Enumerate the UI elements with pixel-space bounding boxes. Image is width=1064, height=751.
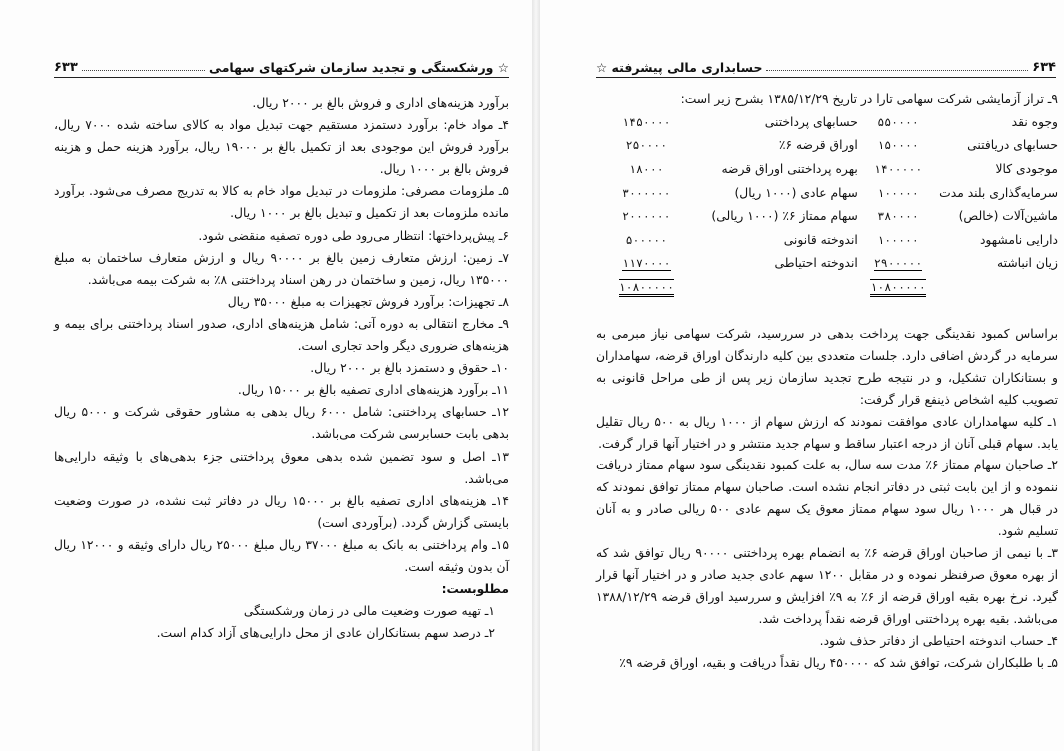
trial-balance-table	[596, 110, 1058, 299]
table-row	[596, 204, 1058, 228]
paragraph: ۷ـ زمین: ارزش متعارف زمین بالغ بر ۹۰۰۰۰ ریال و ارزش متعارف ساختمان به مبلغ ۱۳۵۰۰۰ ریال، زمین و ساختمان در رهن اسناد پرداختنی ۸٪ به شرکت بیمه می‌باشد.	[54, 250, 509, 287]
debit-value: ۲۹۰۰۰۰۰	[873, 256, 923, 271]
page-634	[540, 0, 1064, 751]
requirements-title: مطلوبست:	[441, 582, 509, 597]
book-title: حسابداری مالی پیشرفته ☆	[596, 60, 763, 75]
page-header	[596, 60, 1056, 78]
paragraph: ۱۴ـ هزینه‌های اداری تصفیه بالغ بر ۱۵۰۰۰ ریال در دفاتر ثبت نشده، در صورت وضعیت بایستی گزارش گردد. (برآوردی است)	[54, 493, 509, 530]
paragraph: ۴ـ حساب اندوخته احتیاطی از دفاتر حذف شود.	[819, 633, 1058, 648]
debit-label: وجوه نقد	[1011, 114, 1058, 129]
paragraph: ۴ـ مواد خام: برآورد دستمزد مستقیم جهت تبدیل مواد به کالای ساخته شده ۷۰۰۰ ریال، برآورد فروش این موجودی بعد از تکمیل بالغ بر ۱۹۰۰۰ ریال، برآورد هزینه حمل و هزینه فروش بالغ بر ۱۰۰۰ ریال.	[54, 118, 509, 177]
credit-label: سهام عادی (۱۰۰۰ ریال)	[734, 185, 858, 200]
debit-value: ۵۵۰۰۰۰	[877, 114, 919, 129]
credit-total: ۱۰۸۰۰۰۰۰	[619, 279, 674, 297]
page-number: ۶۳۴	[1032, 60, 1056, 75]
paragraph: ۹ـ مخارج انتقالی به دوره آتی: شامل هزینه‌های اداری، صدور اسناد پرداختنی برای بیمه و هزینه‌های ضروری دیگر واحد تجاری است.	[54, 316, 509, 354]
totals-row	[596, 275, 1058, 299]
credit-value: ۱۱۷۰۰۰۰	[622, 256, 671, 271]
table-row	[596, 110, 1058, 134]
book-gutter	[532, 0, 540, 751]
debit-label: دارایی نامشهود	[979, 232, 1058, 247]
credit-value: ۳۰۰۰۰۰۰	[622, 185, 671, 200]
paragraph: ۱۱ـ برآورد هزینه‌های اداری تصفیه بالغ بر ۱۵۰۰۰ ریال.	[237, 383, 509, 398]
table-row	[596, 252, 1058, 276]
paragraph: ۵ـ ملزومات مصرفی: ملزومات در تبدیل مواد خام به کالا به تدریج مصرف می‌شود. برآورد مانده ملزومات بعد از تکمیل و تبدیل بالغ بر ۱۰۰۰ ریال.	[54, 184, 509, 221]
paragraph: ۱۰ـ حقوق و دستمزد بالغ بر ۲۰۰۰ ریال.	[310, 361, 509, 376]
page-body	[54, 92, 509, 644]
header-leader-dots	[766, 70, 1028, 71]
paragraph: ۲ـ صاحبان سهام ممتاز ۶٪ مدت سه سال، به علت کمبود نقدینگی سود سهام ممتاز دریافت ننموده و از این بابت ثبتی در دفاتر انجام نشده است. صاحبان سهام ممتاز توافق نمودند که در قبال هر ۱۰۰۰ ریال سود سهام ممتاز معوق یک سهم عادی ۵۰۰ ریالی صادر و به آنان تسلیم شود.	[596, 458, 1058, 539]
credit-value: ۲۰۰۰۰۰۰	[622, 209, 671, 224]
paragraph: ۱ـ کلیه سهامداران عادی موافقت نمودند که ارزش سهام از ۱۰۰۰ ریال به ۵۰۰ ریال تقلیل یابد. سهام قبلی آنان از درجه اعتبار ساقط و سهام جدید منتشر و در اختیار آنها قرار گرفت.	[596, 414, 1058, 451]
credit-label: اندوخته احتیاطی	[774, 256, 858, 271]
paragraph: ۱۲ـ حسابهای پرداختنی: شامل ۶۰۰۰ ریال بدهی به مشاور حقوقی شرکت و ۵۰۰۰ ریال بدهی بابت حسابرسی شرکت می‌باشد.	[54, 405, 509, 442]
debit-value: ۱۴۰۰۰۰۰	[873, 161, 923, 176]
credit-value: ۵۰۰۰۰۰	[625, 232, 668, 247]
page-number: ۶۳۳	[54, 60, 78, 75]
paragraph: ۸ـ تجهیزات: برآورد فروش تجهیزات به مبلغ ۳۵۰۰۰ ریال	[227, 294, 509, 309]
credit-label: سهام ممتاز ۶٪ (۱۰۰۰ ریالی)	[711, 209, 858, 224]
credit-value: ۲۵۰۰۰۰	[625, 138, 668, 153]
chapter-title: ☆ ورشکستگی و تجدید سازمان شرکتهای سهامی	[209, 60, 509, 75]
credit-value: ۱۸۰۰۰	[629, 161, 664, 176]
debit-value: ۱۰۰۰۰۰	[877, 185, 919, 200]
paragraph: برآورد هزینه‌های اداری و فروش بالغ بر ۲۰۰۰ ریال.	[252, 96, 509, 110]
page-body	[596, 324, 1058, 675]
paragraph: ۵ـ با طلبکاران شرکت، توافق شد که ۴۵۰۰۰۰ ریال نقداً دریافت و بقیه، اوراق قرضه ۹٪	[619, 655, 1058, 670]
credit-label: اوراق قرضه ۶٪	[778, 138, 858, 153]
header-leader-dots	[82, 70, 205, 71]
debit-value: ۱۰۰۰۰۰	[877, 232, 919, 247]
debit-total: ۱۰۸۰۰۰۰۰	[870, 279, 925, 297]
debit-label: ماشین‌آلات (خالص)	[958, 209, 1058, 224]
table-row	[596, 181, 1058, 205]
debit-label: حسابهای دریافتنی	[967, 138, 1058, 153]
paragraph: براساس کمبود نقدینگی جهت پرداخت بدهی در سررسید، شرکت سهامی نیاز مبرمی به سرمایه در گردش اضافی دارد. جلسات متعددی بین کلیه دارندگان اوراق قرضه، سهامداران و بستانکاران تشکیل، و در نتیجه طرح تجدید سازمان زیر پس از طی مراحل قانونی به تصویب کلیه اشخاص ذینفع قرار گرفت:	[596, 327, 1058, 407]
table-row	[596, 228, 1058, 252]
table-row	[596, 157, 1058, 181]
problem-intro: ۹ـ تراز آزمایشی شرکت سهامی تارا در تاریخ ۱۳۸۵/۱۲/۲۹ بشرح زیر است:	[680, 92, 1058, 106]
paragraph: ۱۵ـ وام پرداختنی به بانک به مبلغ ۳۷۰۰۰ ریال مبلغ ۲۵۰۰۰ ریال دارای وثیقه و ۱۲۰۰۰ ریال آن بدون وثیقه است.	[54, 537, 510, 574]
credit-label: اندوخته قانونی	[783, 232, 858, 247]
credit-label: بهره پرداختنی اوراق قرضه	[721, 161, 858, 176]
debit-value: ۱۵۰۰۰۰	[877, 138, 919, 153]
requirement-item: ۲ـ درصد سهم بستانکاران عادی از محل دارایی‌های آزاد کدام است.	[156, 626, 495, 641]
debit-value: ۳۸۰۰۰۰	[877, 209, 919, 224]
credit-value: ۱۴۵۰۰۰۰	[622, 114, 671, 129]
page-header	[54, 60, 509, 78]
requirement-item: ۱ـ تهیه صورت وضعیت مالی در زمان ورشکستگی	[243, 604, 495, 619]
paragraph: ۶ـ پیش‌پرداختها: انتظار می‌رود طی دوره تصفیه منقضی شود.	[198, 228, 509, 243]
debit-label: زیان انباشته	[997, 256, 1058, 271]
debit-label: موجودی کالا	[995, 161, 1058, 176]
credit-label: حسابهای پرداختنی	[764, 114, 858, 129]
debit-label: سرمایه‌گذاری بلند مدت	[939, 185, 1058, 200]
table-row	[596, 134, 1058, 158]
paragraph: ۳ـ با نیمی از صاحبان اوراق قرضه ۶٪ به انضمام بهره پرداختنی ۹۰۰۰۰ ریال توافق شد که از بهره معوق صرفنظر نموده و در مقابل ۱۲۰۰ سهم عادی جدید صادر و در اختیار آنها قرار گیرد. نرخ بهره بقیه اوراق قرضه از ۶٪ به ۹٪ افزایش و سررسید اوراق قرضه ۱۳۸۸/۱۲/۲۹ می‌باشد. بقیه بهره پرداختنی اوراق قرضه نقداً پرداخت شد.	[596, 546, 1058, 626]
paragraph: ۱۳ـ اصل و سود تضمین شده بدهی معوق پرداختنی جزء بدهی‌های با وثیقه دارایی‌ها می‌باشد.	[54, 449, 509, 486]
